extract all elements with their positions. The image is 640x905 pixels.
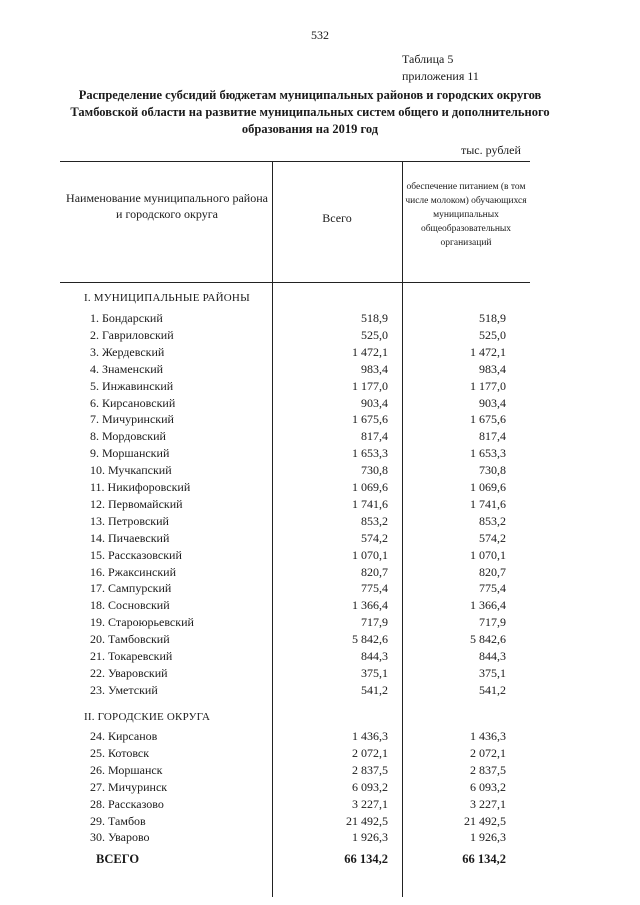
row-food-value: 2 837,5 xyxy=(470,762,506,777)
table-row xyxy=(60,746,530,763)
row-name: 4. Знаменский xyxy=(90,361,164,376)
row-total-value: 375,1 xyxy=(361,665,388,680)
row-food-value: 5 842,6 xyxy=(470,632,506,647)
row-food-value: 574,2 xyxy=(479,530,506,545)
row-total-value: 541,2 xyxy=(361,682,388,697)
row-total-value: 574,2 xyxy=(361,530,388,545)
row-name: 2. Гавриловский xyxy=(90,327,174,342)
row-total-value: 1 472,1 xyxy=(352,344,388,359)
page-number: 532 xyxy=(311,28,329,42)
row-total-value: 1 070,1 xyxy=(352,547,388,562)
table-header-rule xyxy=(60,282,530,283)
table-row xyxy=(60,649,530,666)
row-name: 11. Никифоровский xyxy=(90,480,191,494)
grand-total-value: 66 134,2 xyxy=(344,852,388,866)
table-row xyxy=(60,362,530,379)
row-food-value: 1 926,3 xyxy=(470,830,506,845)
row-food-value: 853,2 xyxy=(479,513,506,528)
row-name: 10. Мучкапский xyxy=(90,463,172,478)
row-food-value: 1 675,6 xyxy=(470,412,506,427)
table-row xyxy=(60,345,530,362)
row-total-value: 2 837,5 xyxy=(352,762,388,777)
row-name: 17. Сампурский xyxy=(90,581,172,596)
table-row xyxy=(60,830,530,847)
row-food-value: 820,7 xyxy=(479,564,506,579)
row-total-value: 1 675,6 xyxy=(352,412,388,427)
row-food-value: 1 741,6 xyxy=(470,496,506,511)
row-total-value: 3 227,1 xyxy=(352,796,388,811)
row-name: 13. Петровский xyxy=(90,513,169,528)
row-total-value: 1 926,3 xyxy=(352,830,388,845)
section-heading-cities: II. ГОРОДСКИЕ ОКРУГА xyxy=(84,711,211,723)
table-row xyxy=(60,797,530,814)
table-row xyxy=(60,666,530,683)
table-row xyxy=(60,780,530,797)
row-name: 25. Котовск xyxy=(90,745,150,760)
table-row xyxy=(60,548,530,565)
row-total-value: 1 366,4 xyxy=(352,598,388,613)
row-total-value: 1 653,3 xyxy=(352,446,388,461)
row-food-value: 1 436,3 xyxy=(470,729,506,743)
table-row xyxy=(60,581,530,598)
row-total-value: 6 093,2 xyxy=(352,779,388,794)
row-food-value: 541,2 xyxy=(479,682,506,697)
table-row xyxy=(60,514,530,531)
row-food-value: 730,8 xyxy=(479,463,506,478)
row-food-value: 1 366,4 xyxy=(470,598,506,613)
row-name: 22. Уваровский xyxy=(90,665,168,680)
table-row xyxy=(60,379,530,396)
table-row xyxy=(60,328,530,345)
table-ref-line1: Таблица 5 xyxy=(402,52,454,66)
row-total-value: 983,4 xyxy=(361,361,388,376)
row-name: 24. Кирсанов xyxy=(90,729,158,743)
row-name: 7. Мичуринский xyxy=(90,412,174,427)
row-total-value: 775,4 xyxy=(361,581,388,596)
table-row xyxy=(60,565,530,582)
table-top-rule xyxy=(60,161,530,162)
row-name: 21. Токаревский xyxy=(90,649,173,663)
grand-total-row xyxy=(60,852,530,869)
row-name: 5. Инжавинский xyxy=(90,378,174,393)
row-name: 14. Пичаевский xyxy=(90,530,170,545)
row-food-value: 375,1 xyxy=(479,665,506,680)
row-name: 3. Жердевский xyxy=(90,344,165,359)
table-row xyxy=(60,531,530,548)
section-heading-districts: I. МУНИЦИПАЛЬНЫЕ РАЙОНЫ xyxy=(84,292,250,304)
row-name: 12. Первомайский xyxy=(90,496,183,511)
row-name: 19. Староюрьевский xyxy=(90,615,194,630)
row-total-value: 525,0 xyxy=(361,327,388,342)
row-total-value: 730,8 xyxy=(361,463,388,478)
table-row xyxy=(60,463,530,480)
row-name: 29. Тамбов xyxy=(90,813,146,828)
row-total-value: 1 436,3 xyxy=(352,729,388,743)
row-name: 9. Моршанский xyxy=(90,446,170,461)
units-label: тыс. рублей xyxy=(461,143,521,157)
row-food-value: 6 093,2 xyxy=(470,779,506,794)
row-food-value: 518,9 xyxy=(479,311,506,325)
row-total-value: 1 069,6 xyxy=(352,480,388,494)
header-name-column: Наименование муниципального района и городского округа xyxy=(66,191,268,221)
row-total-value: 518,9 xyxy=(361,311,388,325)
grand-total-food-value: 66 134,2 xyxy=(462,852,506,866)
grand-total-label: ВСЕГО xyxy=(96,852,140,866)
row-total-value: 717,9 xyxy=(361,615,388,630)
row-food-value: 1 177,0 xyxy=(470,378,506,393)
table-row xyxy=(60,683,530,700)
table-row xyxy=(60,480,530,497)
row-food-value: 525,0 xyxy=(479,327,506,342)
table-ref-line2: приложения 11 xyxy=(402,69,479,83)
row-food-value: 3 227,1 xyxy=(470,796,506,811)
row-total-value: 844,3 xyxy=(361,649,388,663)
row-total-value: 2 072,1 xyxy=(352,745,388,760)
header-food-column: обеспечение питанием (в том числе молоком) обучающихся муниципальных общеобразовательных организаций xyxy=(405,182,527,248)
table-row xyxy=(60,598,530,615)
row-total-value: 5 842,6 xyxy=(352,632,388,647)
row-total-value: 1 177,0 xyxy=(352,378,388,393)
row-food-value: 21 492,5 xyxy=(464,813,506,828)
table-row xyxy=(60,412,530,429)
table-row xyxy=(60,814,530,831)
row-name: 30. Уварово xyxy=(90,830,150,845)
row-food-value: 2 072,1 xyxy=(470,745,506,760)
table-reference xyxy=(402,51,479,85)
row-name: 26. Моршанск xyxy=(90,762,163,777)
row-total-value: 1 741,6 xyxy=(352,496,388,511)
row-name: 6. Кирсановский xyxy=(90,395,176,410)
table-row xyxy=(60,311,530,328)
row-total-value: 903,4 xyxy=(361,395,388,410)
row-name: 23. Уметский xyxy=(90,682,158,697)
row-food-value: 775,4 xyxy=(479,581,506,596)
row-total-value: 853,2 xyxy=(361,513,388,528)
row-food-value: 844,3 xyxy=(479,649,506,663)
row-food-value: 817,4 xyxy=(479,429,506,444)
row-name: 18. Сосновский xyxy=(90,598,170,613)
row-name: 8. Мордовский xyxy=(90,429,166,444)
row-food-value: 983,4 xyxy=(479,361,506,376)
row-food-value: 903,4 xyxy=(479,395,506,410)
row-food-value: 1 472,1 xyxy=(470,344,506,359)
row-total-value: 21 492,5 xyxy=(346,813,388,828)
table-row xyxy=(60,632,530,649)
table-row xyxy=(60,446,530,463)
table-row xyxy=(60,615,530,632)
table-row xyxy=(60,429,530,446)
row-name: 1. Бондарский xyxy=(90,311,163,325)
row-food-value: 1 653,3 xyxy=(470,446,506,461)
table-row xyxy=(60,729,530,746)
row-name: 28. Рассказово xyxy=(90,796,164,811)
row-name: 27. Мичуринск xyxy=(90,779,168,794)
table-row xyxy=(60,763,530,780)
row-total-value: 820,7 xyxy=(361,564,388,579)
row-food-value: 717,9 xyxy=(479,615,506,630)
table-row xyxy=(60,497,530,514)
table-row xyxy=(60,396,530,413)
row-name: 16. Ржаксинский xyxy=(90,564,176,579)
row-name: 20. Тамбовский xyxy=(90,632,170,647)
header-total-column: Всего xyxy=(322,211,352,225)
row-food-value: 1 070,1 xyxy=(470,547,506,562)
row-name: 15. Рассказовский xyxy=(90,547,182,562)
row-food-value: 1 069,6 xyxy=(470,480,506,494)
document-title: Распределение субсидий бюджетам муниципальных районов и городских округов Тамбовской области на развитие муниципальных систем общего и дополнительного образования на 2019 год xyxy=(70,88,550,136)
row-total-value: 817,4 xyxy=(361,429,388,444)
